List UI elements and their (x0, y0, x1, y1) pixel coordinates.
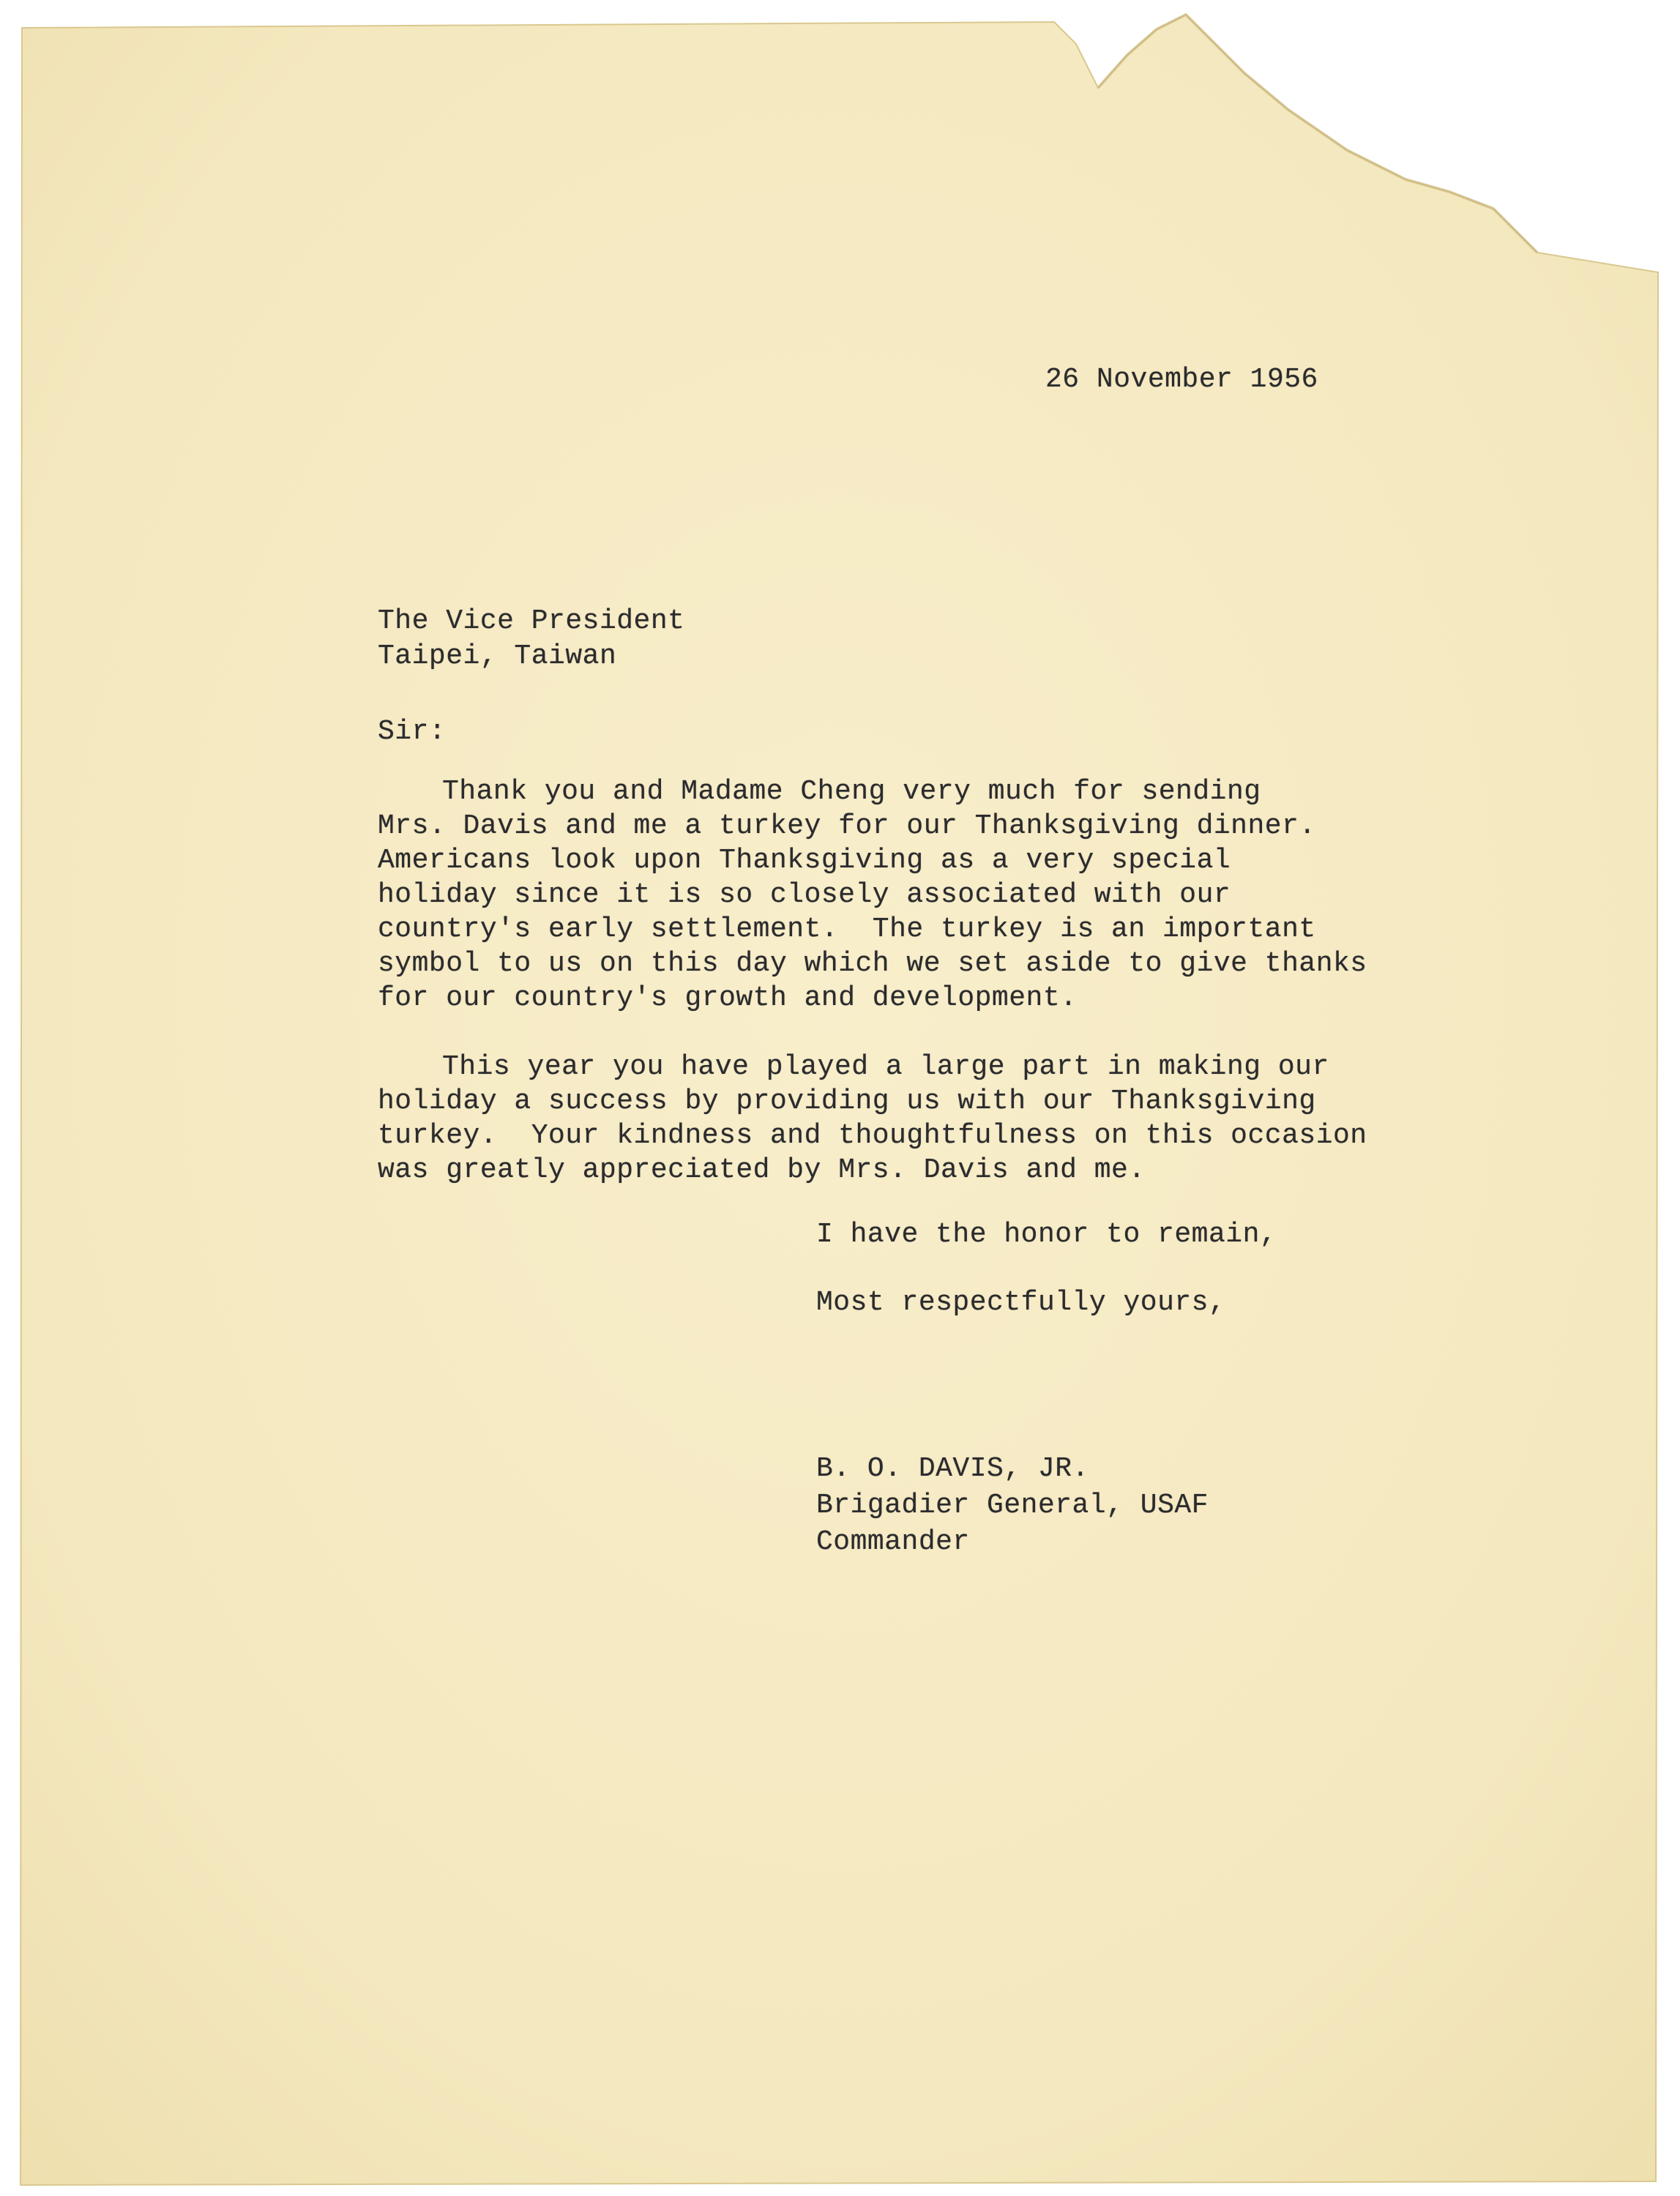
salutation: Sir: (378, 716, 447, 747)
paragraph-1-line: Americans look upon Thanksgiving as a very special (378, 845, 1231, 876)
paragraph-2-line: holiday a success by providing us with our Thanksgiving (378, 1086, 1316, 1117)
paragraph-2-line: This year you have played a large part in making our (442, 1051, 1329, 1083)
closing-line-2: Most respectfully yours, (816, 1287, 1226, 1318)
paragraph-1-line: Mrs. Davis and me a turkey for our Thanksgiving dinner. (378, 810, 1316, 842)
paragraph-1-line: country's early settlement. The turkey is an important (378, 914, 1316, 945)
body-paragraph-2 (378, 1051, 1403, 1285)
closing-line-1: I have the honor to remain, (816, 1219, 1277, 1250)
paragraph-2-line: was greatly appreciated by Mrs. Davis and me. (378, 1154, 1146, 1186)
letter-date: 26 November 1956 (1045, 364, 1318, 395)
signature-role: Commander (816, 1526, 970, 1558)
paragraph-1-line: for our country's growth and development. (378, 982, 1078, 1014)
recipient-line-2: Taipei, Taiwan (378, 640, 617, 672)
paragraph-2-line: turkey. Your kindness and thoughtfulness on this occasion (378, 1120, 1367, 1151)
paragraph-1-line: Thank you and Madame Cheng very much for sending (442, 776, 1261, 807)
signature-title: Brigadier General, USAF (816, 1490, 1209, 1521)
recipient-line-1: The Vice President (378, 605, 685, 637)
body-paragraph-1 (378, 776, 1403, 1014)
signature-name: B. O. DAVIS, JR. (816, 1453, 1089, 1484)
paragraph-1-line: holiday since it is so closely associated with our (378, 879, 1231, 911)
paragraph-1-line: symbol to us on this day which we set aside to give thanks (378, 948, 1367, 979)
